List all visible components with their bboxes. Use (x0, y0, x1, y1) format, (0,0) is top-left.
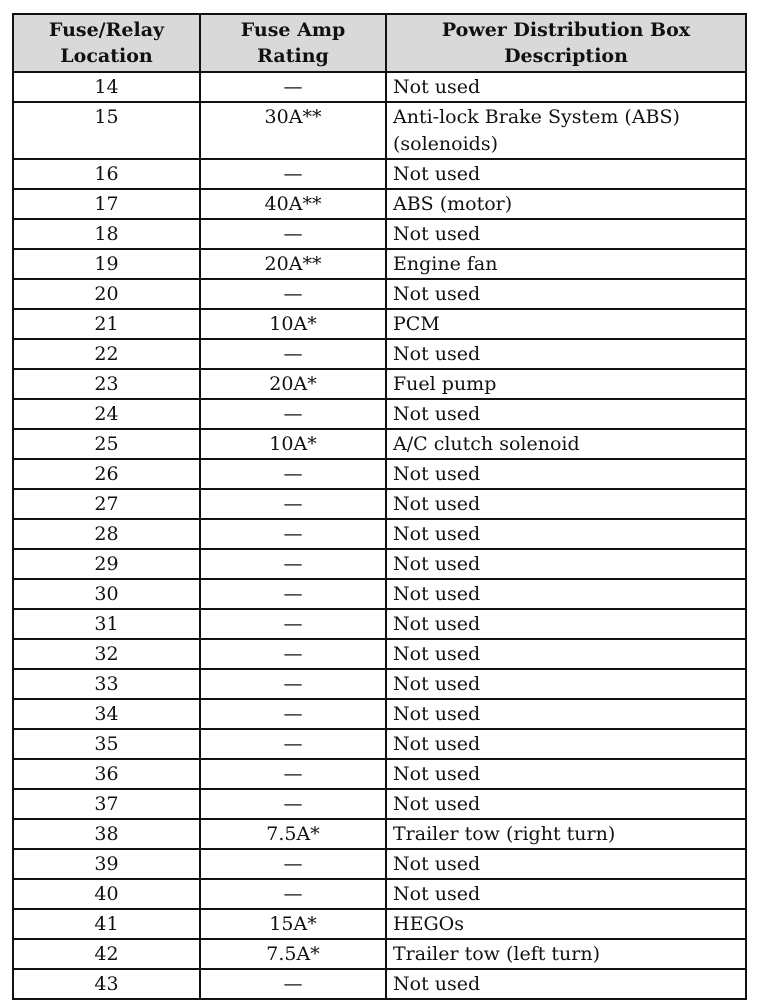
table-row (13, 159, 746, 189)
location-cell: 14 (13, 72, 200, 102)
fuse-relay-table (12, 13, 747, 1000)
description-cell: Not used (386, 579, 746, 609)
amp-rating-cell: 10A* (200, 309, 386, 339)
description-cell: Not used (386, 879, 746, 909)
amp-rating-cell: 20A* (200, 369, 386, 399)
amp-rating-cell: 20A** (200, 249, 386, 279)
location-cell: 16 (13, 159, 200, 189)
description-cell: Not used (386, 519, 746, 549)
location-cell: 30 (13, 579, 200, 609)
location-cell: 42 (13, 939, 200, 969)
description-cell: Not used (386, 789, 746, 819)
amp-rating-cell: — (200, 549, 386, 579)
amp-rating-cell: — (200, 489, 386, 519)
description-cell: Not used (386, 72, 746, 102)
location-cell: 28 (13, 519, 200, 549)
table-row (13, 669, 746, 699)
description-cell: Fuel pump (386, 369, 746, 399)
table-row (13, 909, 746, 939)
location-cell: 27 (13, 489, 200, 519)
table-row (13, 789, 746, 819)
location-cell: 43 (13, 969, 200, 999)
description-cell: PCM (386, 309, 746, 339)
location-cell: 17 (13, 189, 200, 219)
amp-rating-cell: — (200, 849, 386, 879)
table-row (13, 939, 746, 969)
amp-rating-cell: — (200, 279, 386, 309)
description-cell: Not used (386, 159, 746, 189)
description-cell: Not used (386, 489, 746, 519)
location-cell: 37 (13, 789, 200, 819)
description-cell: Not used (386, 699, 746, 729)
table-row (13, 819, 746, 849)
location-cell: 29 (13, 549, 200, 579)
description-cell: Not used (386, 639, 746, 669)
amp-rating-cell: — (200, 759, 386, 789)
location-cell: 22 (13, 339, 200, 369)
table-row (13, 879, 746, 909)
amp-rating-cell: 10A* (200, 429, 386, 459)
table-row (13, 309, 746, 339)
location-cell: 32 (13, 639, 200, 669)
description-cell: ABS (motor) (386, 189, 746, 219)
description-cell: Not used (386, 219, 746, 249)
table-row (13, 699, 746, 729)
location-cell: 33 (13, 669, 200, 699)
description-cell: Trailer tow (left turn) (386, 939, 746, 969)
header-location: Fuse/Relay Location (13, 14, 200, 72)
table-row (13, 399, 746, 429)
table-row (13, 579, 746, 609)
description-cell: Not used (386, 399, 746, 429)
table-row (13, 102, 746, 159)
amp-rating-cell: — (200, 72, 386, 102)
location-cell: 40 (13, 879, 200, 909)
header-row (13, 14, 746, 72)
description-cell: Not used (386, 609, 746, 639)
description-cell: Not used (386, 669, 746, 699)
table-row (13, 279, 746, 309)
location-cell: 19 (13, 249, 200, 279)
amp-rating-cell: 7.5A* (200, 939, 386, 969)
table-row (13, 519, 746, 549)
table-row (13, 429, 746, 459)
description-cell: Not used (386, 729, 746, 759)
location-cell: 15 (13, 102, 200, 159)
amp-rating-cell: 15A* (200, 909, 386, 939)
description-cell: A/C clutch solenoid (386, 429, 746, 459)
location-cell: 41 (13, 909, 200, 939)
location-cell: 25 (13, 429, 200, 459)
description-cell: Not used (386, 279, 746, 309)
location-cell: 38 (13, 819, 200, 849)
amp-rating-cell: — (200, 789, 386, 819)
location-cell: 34 (13, 699, 200, 729)
description-cell: Not used (386, 969, 746, 999)
table-header (13, 14, 746, 72)
location-cell: 35 (13, 729, 200, 759)
table-row (13, 759, 746, 789)
amp-rating-cell: 30A** (200, 102, 386, 159)
location-cell: 39 (13, 849, 200, 879)
table-row (13, 849, 746, 879)
description-cell: Not used (386, 849, 746, 879)
amp-rating-cell: — (200, 699, 386, 729)
table-row (13, 609, 746, 639)
table-row (13, 549, 746, 579)
location-cell: 18 (13, 219, 200, 249)
location-cell: 26 (13, 459, 200, 489)
location-cell: 36 (13, 759, 200, 789)
amp-rating-cell: — (200, 399, 386, 429)
amp-rating-cell: — (200, 669, 386, 699)
description-cell: Not used (386, 459, 746, 489)
description-cell: Not used (386, 759, 746, 789)
table-row (13, 489, 746, 519)
description-cell: HEGOs (386, 909, 746, 939)
amp-rating-cell: — (200, 159, 386, 189)
table-row (13, 459, 746, 489)
amp-rating-cell: 7.5A* (200, 819, 386, 849)
table-row (13, 339, 746, 369)
amp-rating-cell: — (200, 339, 386, 369)
description-cell: Not used (386, 549, 746, 579)
location-cell: 23 (13, 369, 200, 399)
location-cell: 24 (13, 399, 200, 429)
table-body (13, 72, 746, 999)
amp-rating-cell: 40A** (200, 189, 386, 219)
description-cell: Engine fan (386, 249, 746, 279)
amp-rating-cell: — (200, 969, 386, 999)
table-row (13, 729, 746, 759)
amp-rating-cell: — (200, 219, 386, 249)
table-row (13, 369, 746, 399)
header-description: Power Distribution Box Description (386, 14, 746, 72)
table-row (13, 639, 746, 669)
amp-rating-cell: — (200, 459, 386, 489)
header-amp-rating: Fuse Amp Rating (200, 14, 386, 72)
amp-rating-cell: — (200, 519, 386, 549)
table-row (13, 72, 746, 102)
amp-rating-cell: — (200, 609, 386, 639)
table-row (13, 189, 746, 219)
description-cell: Not used (386, 339, 746, 369)
table-row (13, 249, 746, 279)
amp-rating-cell: — (200, 579, 386, 609)
table-row (13, 969, 746, 999)
amp-rating-cell: — (200, 639, 386, 669)
location-cell: 21 (13, 309, 200, 339)
amp-rating-cell: — (200, 879, 386, 909)
description-cell: Trailer tow (right turn) (386, 819, 746, 849)
amp-rating-cell: — (200, 729, 386, 759)
location-cell: 20 (13, 279, 200, 309)
table-row (13, 219, 746, 249)
description-cell: Anti-lock Brake System (ABS) (solenoids) (386, 102, 746, 159)
location-cell: 31 (13, 609, 200, 639)
